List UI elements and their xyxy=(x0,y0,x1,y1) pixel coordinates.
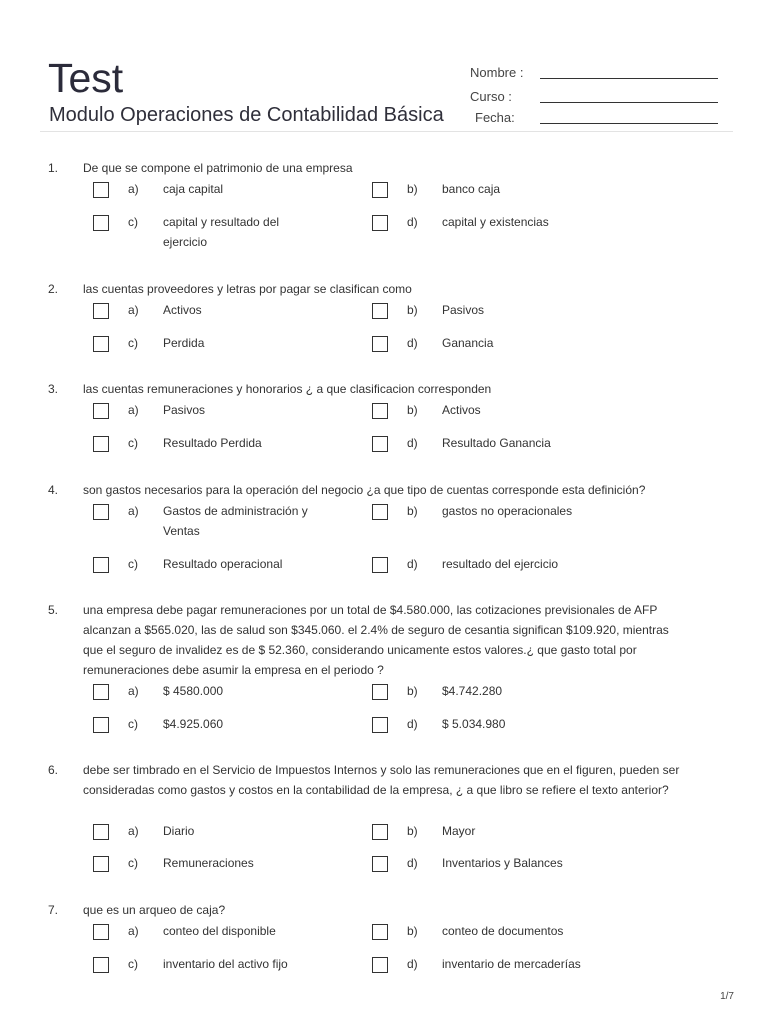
document-title: Test xyxy=(48,55,124,101)
option-letter: c) xyxy=(128,436,138,450)
option-text: $ 5.034.980 xyxy=(442,717,506,731)
option-checkbox[interactable] xyxy=(372,684,388,700)
name-label: Nombre : xyxy=(470,65,524,80)
course-field xyxy=(470,87,720,107)
option-text: $ 4580.000 xyxy=(163,684,224,698)
option-letter: b) xyxy=(407,182,418,196)
question-text: las cuentas proveedores y letras por pagar se clasifican como xyxy=(83,282,412,296)
option-letter: d) xyxy=(407,856,418,870)
option-checkbox[interactable] xyxy=(372,856,388,872)
date-label: Fecha: xyxy=(475,110,515,125)
question-text: las cuentas remuneraciones y honorarios ¿ a que clasificacion corresponden xyxy=(83,382,492,396)
option-text: inventario del activo fijo xyxy=(163,957,288,971)
option-text: Resultado operacional xyxy=(163,557,283,571)
option-checkbox[interactable] xyxy=(93,824,109,840)
option-letter: c) xyxy=(128,557,138,571)
option-checkbox[interactable] xyxy=(372,303,388,319)
option-letter: c) xyxy=(128,717,138,731)
option-checkbox[interactable] xyxy=(372,336,388,352)
name-field xyxy=(470,63,720,83)
option-text: gastos no operacionales xyxy=(442,504,573,518)
option-letter: a) xyxy=(128,403,139,417)
option-letter: a) xyxy=(128,684,139,698)
option-letter: a) xyxy=(128,182,139,196)
option-text: Diario xyxy=(163,824,195,838)
option-letter: c) xyxy=(128,336,138,350)
option-text: Resultado Perdida xyxy=(163,436,262,450)
question-text: debe ser timbrado en el Servicio de Impuestos Internos y solo las remuneraciones que en el figuren, pueden ser consideradas como gastos y costos en la contabilidad de la empresa, ¿ a que libro se refiere el texto anterior? xyxy=(83,763,680,797)
option-text: Perdida xyxy=(163,336,205,350)
option-checkbox[interactable] xyxy=(372,824,388,840)
header-divider xyxy=(40,131,733,132)
option-letter: d) xyxy=(407,336,418,350)
option-text: Gastos de administración y Ventas xyxy=(163,504,308,538)
option-letter: a) xyxy=(128,824,139,838)
option-letter: c) xyxy=(128,215,138,229)
option-checkbox[interactable] xyxy=(93,336,109,352)
name-line[interactable] xyxy=(540,78,718,79)
option-checkbox[interactable] xyxy=(93,684,109,700)
course-label: Curso : xyxy=(470,89,512,104)
question-number: 7. xyxy=(48,903,59,917)
option-checkbox[interactable] xyxy=(93,504,109,520)
question-number: 1. xyxy=(48,161,59,175)
question-number: 5. xyxy=(48,603,59,617)
option-letter: d) xyxy=(407,557,418,571)
option-text: $4.742.280 xyxy=(442,684,503,698)
option-checkbox[interactable] xyxy=(93,182,109,198)
option-checkbox[interactable] xyxy=(93,924,109,940)
option-checkbox[interactable] xyxy=(372,557,388,573)
option-text: Remuneraciones xyxy=(163,856,254,870)
option-text: Pasivos xyxy=(163,403,206,417)
option-checkbox[interactable] xyxy=(372,924,388,940)
option-letter: b) xyxy=(407,303,418,317)
option-letter: b) xyxy=(407,824,418,838)
option-text: Ganancia xyxy=(442,336,494,350)
date-line[interactable] xyxy=(540,123,718,124)
option-letter: b) xyxy=(407,924,418,938)
option-text: banco caja xyxy=(442,182,501,196)
option-checkbox[interactable] xyxy=(93,403,109,419)
option-checkbox[interactable] xyxy=(93,856,109,872)
option-text: $4.925.060 xyxy=(163,717,224,731)
option-text: Activos xyxy=(442,403,481,417)
option-letter: b) xyxy=(407,403,418,417)
option-letter: d) xyxy=(407,957,418,971)
option-checkbox[interactable] xyxy=(372,436,388,452)
option-letter: d) xyxy=(407,215,418,229)
course-line[interactable] xyxy=(540,102,718,103)
option-checkbox[interactable] xyxy=(372,504,388,520)
option-text: capital y existencias xyxy=(442,215,549,229)
option-checkbox[interactable] xyxy=(372,717,388,733)
option-text: conteo de documentos xyxy=(442,924,564,938)
option-checkbox[interactable] xyxy=(93,557,109,573)
option-text: Mayor xyxy=(442,824,476,838)
option-checkbox[interactable] xyxy=(372,957,388,973)
date-field xyxy=(470,108,720,128)
option-letter: c) xyxy=(128,957,138,971)
option-text: Resultado Ganancia xyxy=(442,436,551,450)
document-subtitle: Modulo Operaciones de Contabilidad Básica xyxy=(49,104,444,126)
page-number: 1/7 xyxy=(720,991,734,1002)
option-letter: a) xyxy=(128,504,139,518)
option-text: capital y resultado del ejercicio xyxy=(163,215,280,249)
option-checkbox[interactable] xyxy=(93,717,109,733)
question-number: 6. xyxy=(48,763,59,777)
option-text: caja capital xyxy=(163,182,224,196)
option-checkbox[interactable] xyxy=(93,436,109,452)
option-text: Pasivos xyxy=(442,303,485,317)
question-text: De que se compone el patrimonio de una empresa xyxy=(83,161,353,175)
option-checkbox[interactable] xyxy=(93,215,109,231)
question-text: son gastos necesarios para la operación del negocio ¿a que tipo de cuentas corresponde esta definición? xyxy=(83,483,646,497)
option-letter: b) xyxy=(407,504,418,518)
option-text: inventario de mercaderías xyxy=(442,957,581,971)
option-checkbox[interactable] xyxy=(372,215,388,231)
question-number: 2. xyxy=(48,282,59,296)
option-checkbox[interactable] xyxy=(93,957,109,973)
option-letter: a) xyxy=(128,303,139,317)
option-checkbox[interactable] xyxy=(93,303,109,319)
option-text: Inventarios y Balances xyxy=(442,856,563,870)
option-letter: d) xyxy=(407,436,418,450)
option-letter: d) xyxy=(407,717,418,731)
question-number: 3. xyxy=(48,382,59,396)
option-checkbox[interactable] xyxy=(372,182,388,198)
option-text: Activos xyxy=(163,303,202,317)
option-checkbox[interactable] xyxy=(372,403,388,419)
option-letter: c) xyxy=(128,856,138,870)
question-text: que es un arqueo de caja? xyxy=(83,903,226,917)
option-text: conteo del disponible xyxy=(163,924,276,938)
question-number: 4. xyxy=(48,483,59,497)
option-letter: a) xyxy=(128,924,139,938)
question-text: una empresa debe pagar remuneraciones por un total de $4.580.000, las cotizaciones previsionales de AFP alcanzan a $565.020, las de salud son $345.060. el 2.4% de seguro de cesantia significan $109.920, mientras que el seguro de invalidez es de $ 52.360, considerando unicamente estos valores.¿ que gasto total por remuneraciones debe asumir la empresa en el periodo ? xyxy=(83,603,669,677)
option-letter: b) xyxy=(407,684,418,698)
option-text: resultado del ejercicio xyxy=(442,557,559,571)
